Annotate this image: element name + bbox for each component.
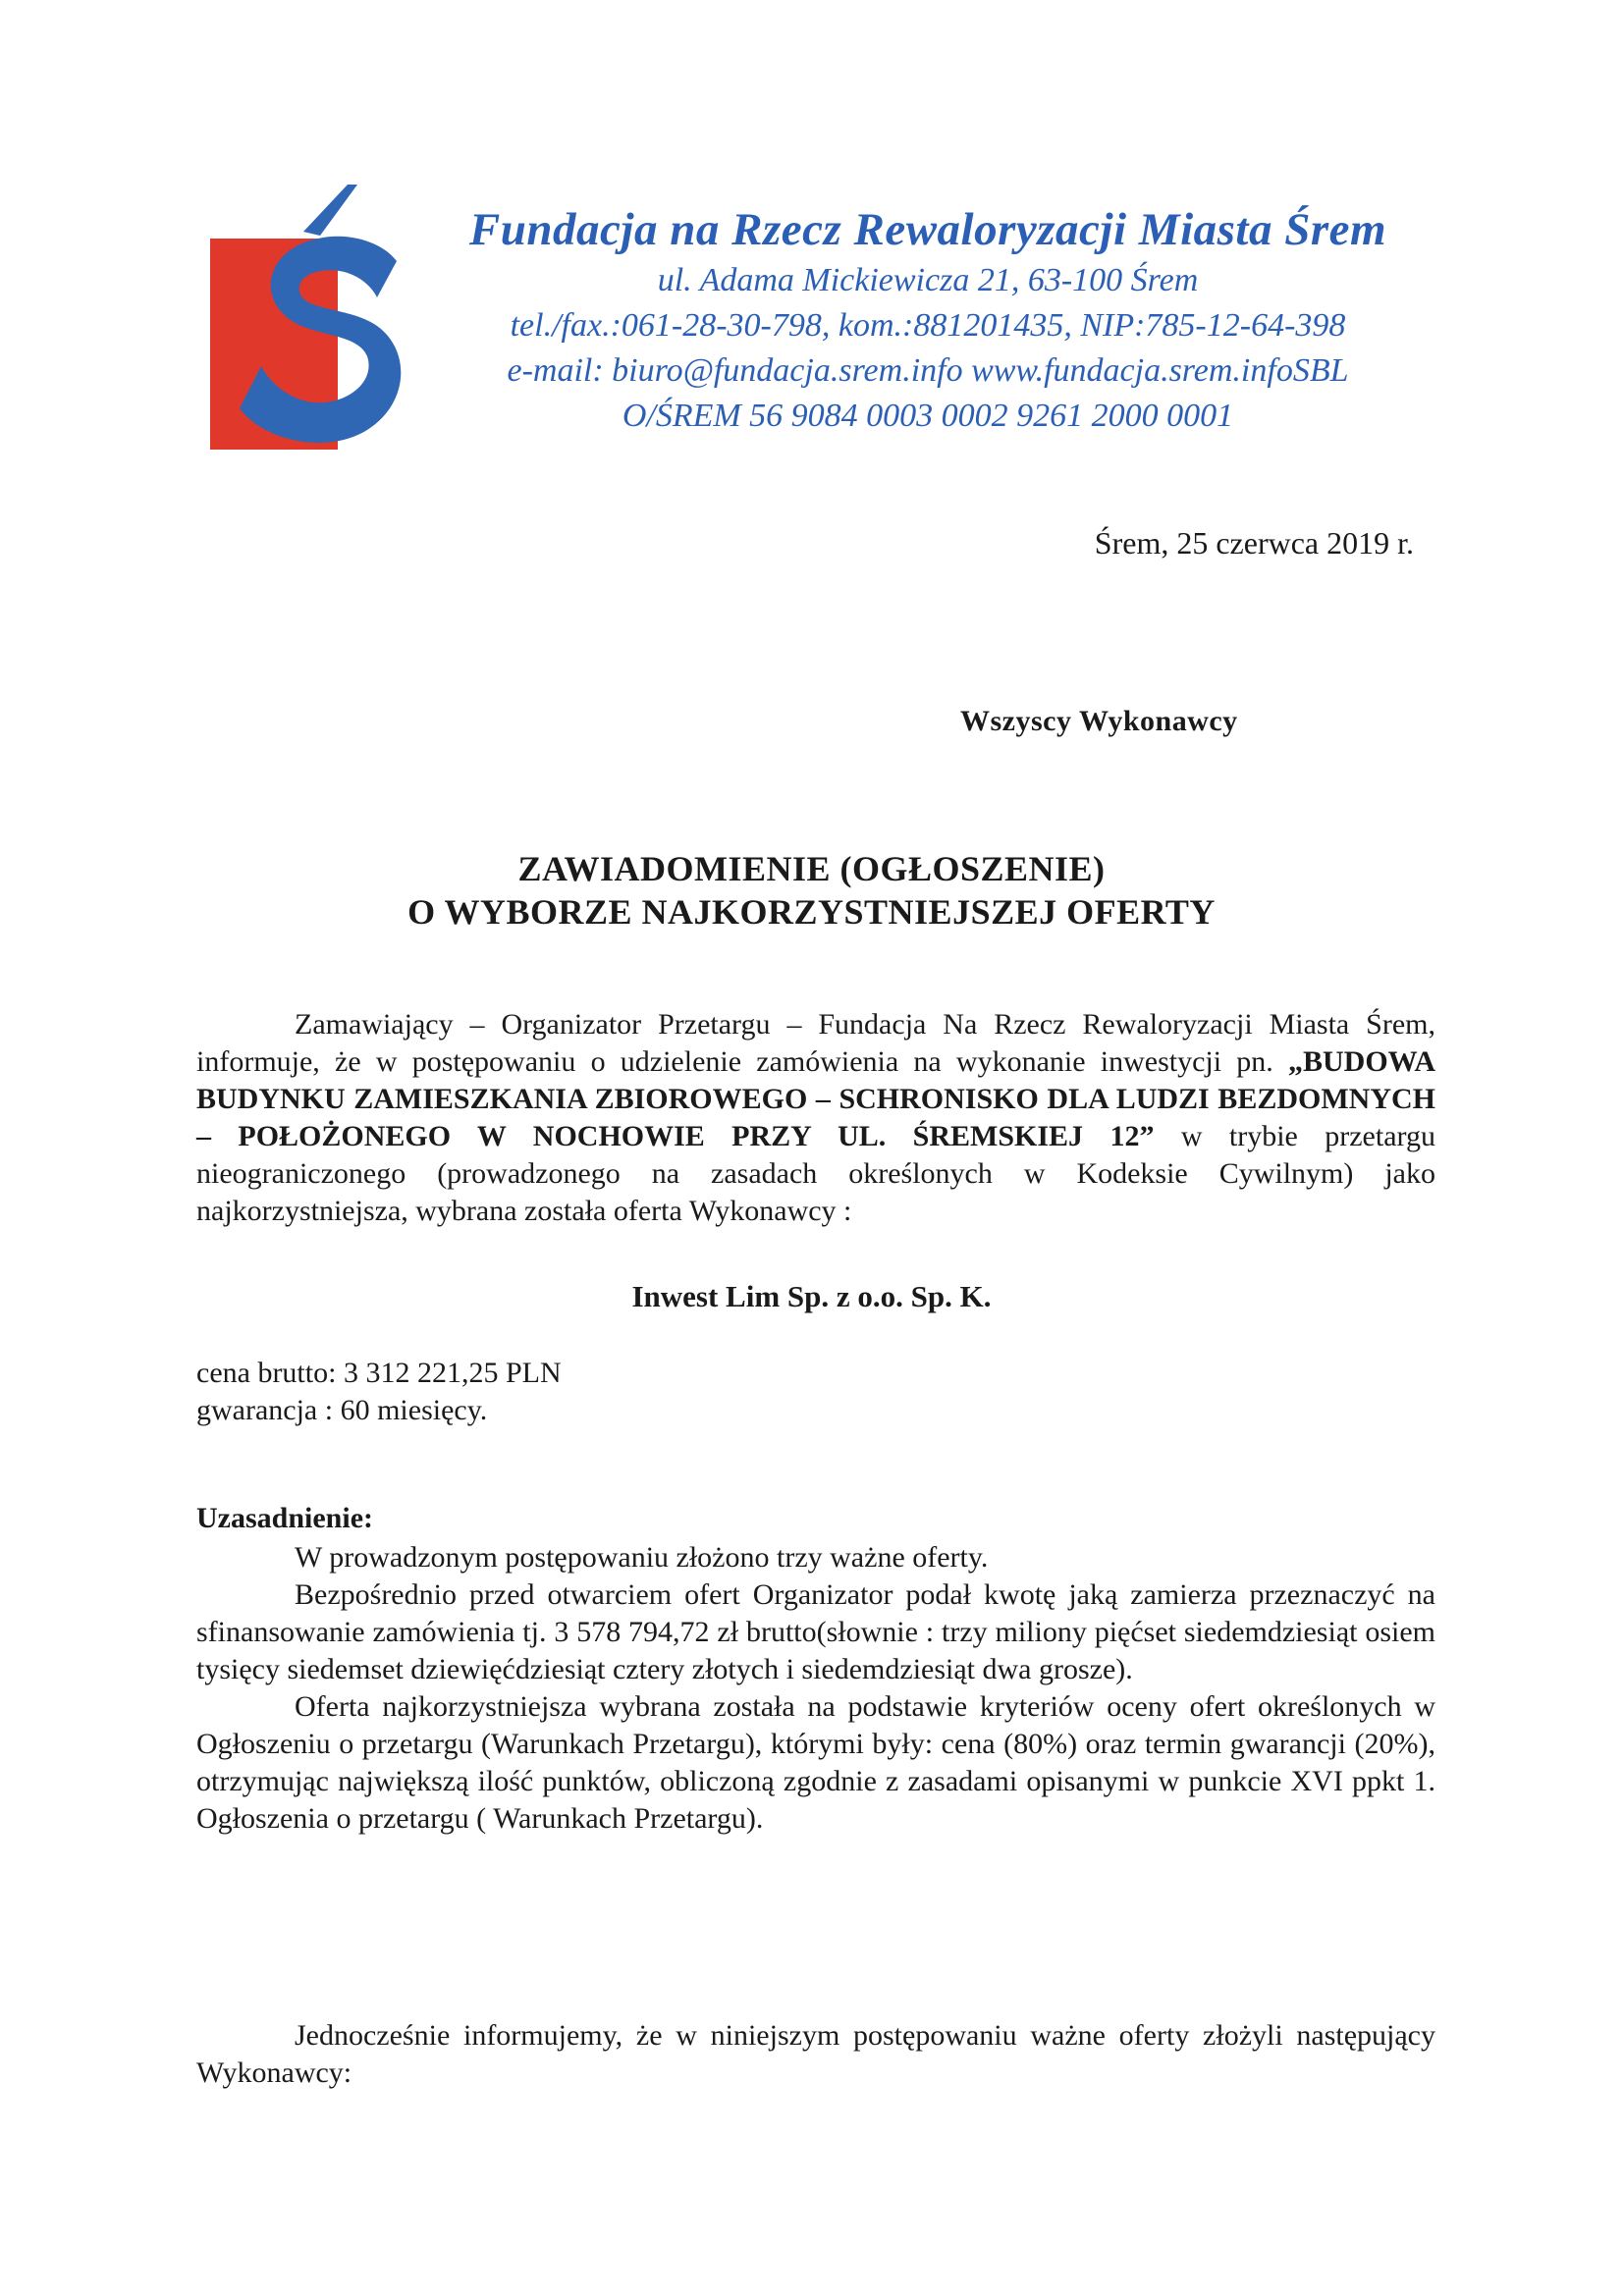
document-date: Śrem, 25 czerwca 2019 r.: [1094, 525, 1414, 561]
offer-price: cena brutto: 3 312 221,25 PLN: [196, 1357, 562, 1389]
offer-warranty: gwarancja : 60 miesięcy.: [196, 1394, 488, 1426]
intro-text-b: w trybie przetargu nieograniczonego (prowadzonego na zasadach określonych w Kodeksie Cywilnym) jako najkorzystniejsza, wybrana została oferta Wykonawcy :: [196, 1120, 1435, 1227]
addressee: Wszyscy Wykonawcy: [960, 705, 1238, 737]
intro-paragraph: [196, 1006, 1435, 1230]
intro-text-a: Zamawiający – Organizator Przetargu – Fundacja Na Rzecz Rewaloryzacji Miasta Śrem, informuje, że w postępowaniu o udzielenie zamówienia na wykonanie inwestycji pn.: [196, 1008, 1435, 1078]
justification-body: [196, 1539, 1435, 1838]
justification-paragraph-2: Bezpośrednio przed otwarciem ofert Organizator podał kwotę jaką zamierza przeznaczyć na sfinansowanie zamówienia tj. 3 578 794,72 zł brutto(słownie : trzy miliony pięćset siedemdziesiąt osiem tysięcy siedemset dziewięćdziesiąt cztery złotych i siedemdziesiąt dwa grosze).: [196, 1578, 1435, 1685]
document-title-line-1: ZAWIADOMIENIE (OGŁOSZENIE): [517, 849, 1106, 888]
project-name: „BUDOWA BUDYNKU ZAMIESZKANIA ZBIOROWEGO – SCHRONISKO DLA LUDZI BEZDOMNYCH – POŁOŻONEGO W NOCHOWIE PRZY UL. ŚREMSKIEJ 12”: [196, 1045, 1435, 1152]
foundation-contact: tel./fax.:061-28-30-798, kom.:881201435, NIP:785-12-64-398: [510, 307, 1346, 344]
justification-heading: Uzasadnienie:: [196, 1502, 373, 1534]
foundation-bank-account: O/ŚREM 56 9084 0003 0002 9261 2000 0001: [622, 398, 1234, 434]
winning-contractor: Inwest Lim Sp. z o.o. Sp. K.: [631, 1279, 992, 1313]
closing-paragraph: Jednocześnie informujemy, że w niniejszym postępowaniu ważne oferty złożyli następujący Wykonawcy:: [196, 2019, 1435, 2089]
foundation-address: ul. Adama Mickiewicza 21, 63-100 Śrem: [657, 262, 1199, 298]
foundation-email-web: e-mail: biuro@fundacja.srem.info www.fundacja.srem.infoSBL: [507, 352, 1349, 389]
foundation-logo: [210, 185, 402, 450]
letterhead: [422, 201, 1434, 439]
justification-paragraph-3: Oferta najkorzystniejsza wybrana została na podstawie kryteriów oceny ofert określonych w Ogłoszeniu o przetargu (Warunkach Przetargu), którymi były: cena (80%) oraz termin gwarancji (20%), otrzymując największą ilość punktów, obliczoną zgodnie z zasadami opisanymi w punkcie XVI ppkt 1. Ogłoszenia o przetargu ( Warunkach Przetargu).: [196, 1690, 1435, 1835]
justification-paragraph-1: W prowadzonym postępowaniu złożono trzy ważne oferty.: [295, 1541, 989, 1574]
foundation-name: Fundacja na Rzecz Rewaloryzacji Miasta Śrem: [468, 204, 1387, 255]
offer-details: [196, 1355, 562, 1429]
document-title-line-2: O WYBORZE NAJKORZYSTNIEJSZEJ OFERTY: [407, 892, 1216, 932]
